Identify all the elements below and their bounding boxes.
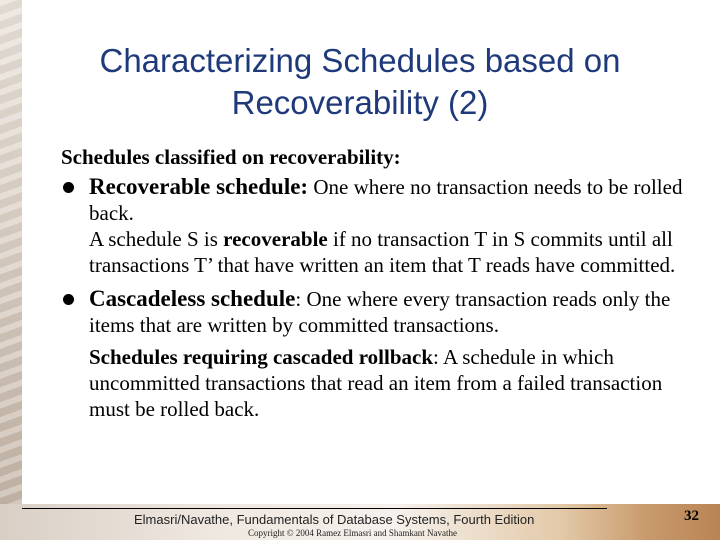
para-text: : A schedule in which uncommitted transactions that read an item from a failed transaction must be rolled back. xyxy=(89,345,663,421)
para-term: Schedules requiring cascaded rollback xyxy=(89,345,434,369)
bullet-text: One where no transaction needs to be rolled back. xyxy=(89,175,683,225)
footer-copyright: Copyright © 2004 Ramez Elmasri and Shamkant Navathe xyxy=(248,528,458,538)
footer-text: Elmasri/Navathe, Fundamentals of Database Systems, Fourth Edition xyxy=(134,512,535,527)
bullet-item-cascadeless xyxy=(61,286,701,338)
bullet-icon xyxy=(63,182,74,193)
bullet-item-recoverable xyxy=(61,174,701,226)
definition-paragraph xyxy=(61,226,701,278)
slide-body xyxy=(61,144,701,422)
title-line-1: Characterizing Schedules based on xyxy=(99,42,621,79)
para-text: if no transaction T in S commits until all transactions T’ that have written an item that T reads have committed. xyxy=(89,227,676,277)
title-line-2: Recoverability (2) xyxy=(231,84,489,121)
lead-text: Schedules classified on recoverability: xyxy=(61,145,401,169)
page-number: 32 xyxy=(684,508,699,524)
footer-divider xyxy=(22,508,607,509)
bullet-head: Recoverable schedule: xyxy=(89,174,309,199)
para-text: A schedule S is xyxy=(89,227,224,251)
bullet-text: : One where every transaction reads only the items that are written by committed transactions. xyxy=(89,287,671,337)
definition-paragraph xyxy=(61,344,701,422)
bullet-head: Cascadeless schedule xyxy=(89,286,296,311)
bullet-icon xyxy=(63,294,74,305)
background-sand-left xyxy=(0,0,22,540)
para-term: recoverable xyxy=(223,227,328,251)
slide-title xyxy=(40,40,680,124)
